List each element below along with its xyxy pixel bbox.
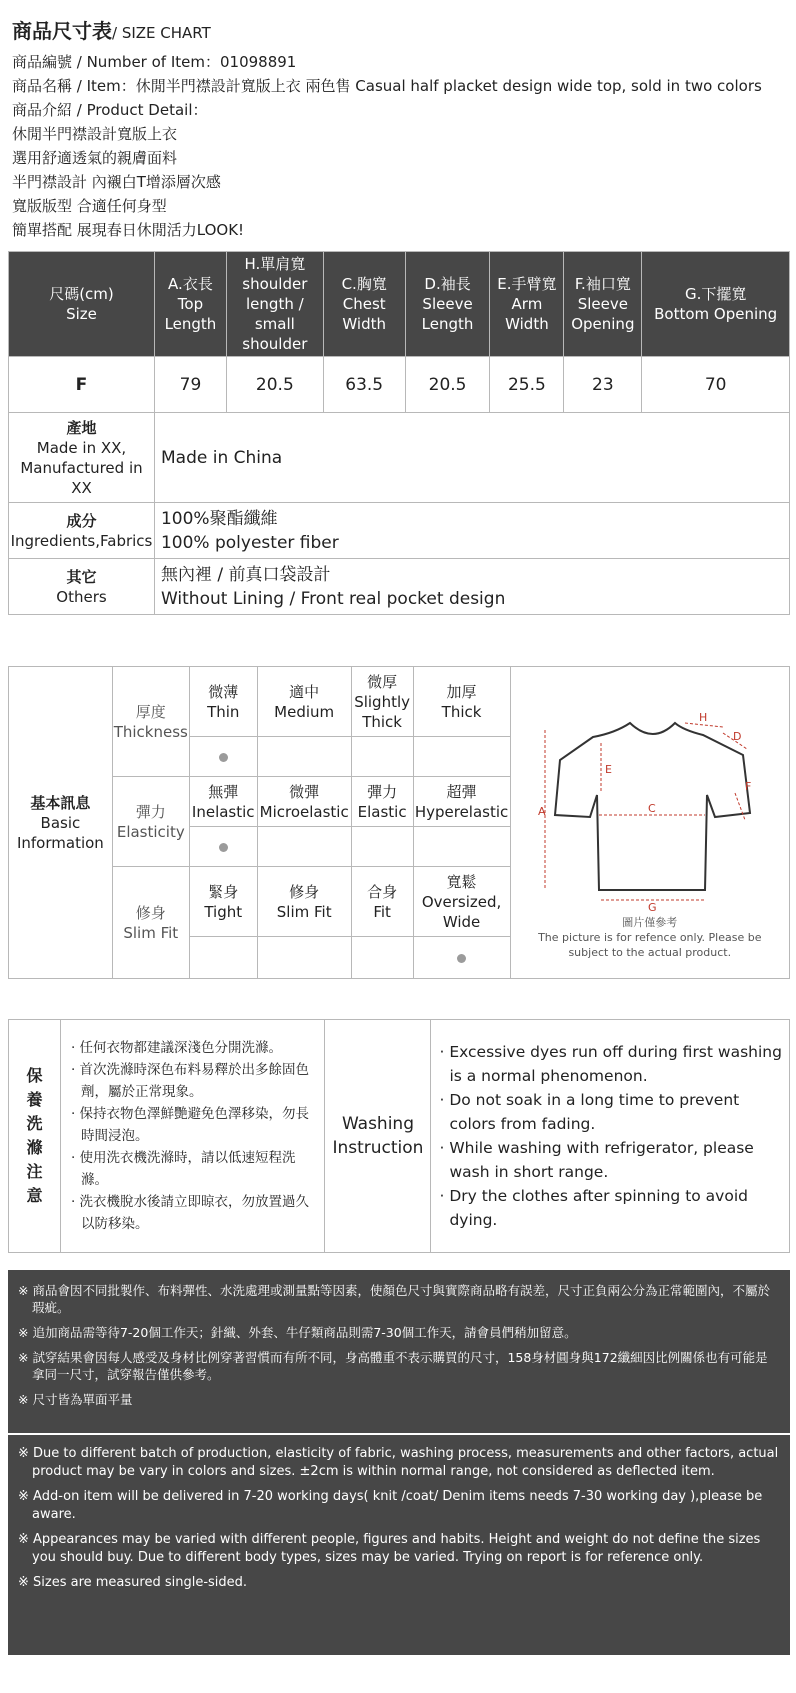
washing-item-en: · While washing with refrigerator, please wash in short range.	[439, 1139, 754, 1181]
washing-list-en	[431, 1020, 790, 1253]
size-row	[9, 357, 790, 413]
tshirt-diagram	[535, 685, 765, 915]
selected-dot	[457, 954, 466, 963]
product-info	[12, 50, 792, 242]
value-cell: 79	[154, 357, 226, 413]
value-cell: 20.5	[405, 357, 490, 413]
info-line: 選用舒適透氣的親膚面料	[12, 149, 178, 167]
elasticity-empty	[257, 827, 351, 867]
size-header-row	[9, 252, 790, 357]
elasticity-label: 彈力 Elasticity	[112, 777, 189, 867]
origin-label: 產地 Made in XX, Manufactured in XX	[9, 413, 155, 503]
elasticity-option: 微彈 Microelastic	[257, 777, 351, 827]
elasticity-empty	[413, 827, 510, 867]
washing-item-en: · Excessive dyes run off during first washing is a normal phenomenon.	[439, 1043, 782, 1085]
diagram-caption-zh: 圖片僅參考	[622, 916, 678, 929]
fit-option: 寬鬆 Oversized, Wide	[413, 867, 510, 937]
note-en: ※ Due to different batch of production, elasticity of fabric, washing process, measurements and other factors, actual product may be vary in colors and sizes. ±2cm is within normal range, not considered as deflected item.	[18, 1446, 779, 1479]
value-cell: 20.5	[226, 357, 323, 413]
header-sleeve-length: D.袖長 Sleeve Length	[405, 252, 490, 357]
elasticity-empty	[351, 827, 413, 867]
svg-text:A: A	[537, 805, 546, 818]
svg-text:F: F	[744, 780, 752, 793]
fit-option: 合身 Fit	[351, 867, 413, 937]
ingredients-row	[9, 503, 790, 559]
note-zh: ※ 商品會因不同批製作、布料彈性、水洗處理或測量點等因素，使顏色尺寸與實際商品略有誤差，尺寸正負兩公分為正常範圍內，不屬於瑕疵。	[18, 1283, 770, 1315]
header-top-length: A.衣長 Top Length	[154, 252, 226, 357]
elasticity-option: 無彈 Inelastic	[189, 777, 257, 827]
notes-zh	[8, 1270, 790, 1433]
fit-empty	[351, 937, 413, 979]
note-en: ※ Sizes are measured single-sided.	[18, 1575, 248, 1590]
header-size: 尺碼(cm) Size	[9, 252, 155, 357]
thickness-option: 加厚 Thick	[413, 667, 510, 737]
others-value: 無內裡 / 前真口袋設計 Without Lining / Front real pocket design	[154, 559, 789, 615]
info-line: 半門襟設計 內襯白T增添層次感	[12, 173, 221, 191]
header-bottom-opening: G.下擺寬 Bottom Opening	[642, 252, 790, 357]
washing-item-zh: · 洗衣機脫水後請立即晾衣，勿放置過久以防移染。	[70, 1194, 310, 1232]
origin-value: Made in China	[154, 413, 789, 503]
thickness-empty	[257, 737, 351, 777]
selected-dot	[219, 843, 228, 852]
size-diagram	[510, 667, 789, 979]
header-chest: C.胸寬 Chest Width	[323, 252, 405, 357]
info-line: 寬版版型 合適任何身型	[12, 197, 167, 215]
washing-item-zh: · 使用洗衣機洗滌時，請以低速短程洗滌。	[70, 1150, 296, 1188]
ingredients-label: 成分 Ingredients,Fabrics	[9, 503, 155, 559]
info-line: 商品名稱 / Item：休閒半門襟設計寬版上衣 兩色售 Casual half placket design wide top, sold in two colors	[12, 77, 762, 95]
value-cell: 25.5	[490, 357, 564, 413]
svg-text:H: H	[698, 711, 708, 724]
header-shoulder: H.單肩寬 shoulder length / small shoulder	[226, 252, 323, 357]
fit-label: 修身 Slim Fit	[112, 867, 189, 979]
washing-label-zh: 保養洗滌注意	[9, 1020, 61, 1253]
ingredients-value: 100%聚酯纖維 100% polyester fiber	[154, 503, 789, 559]
svg-text:G: G	[647, 901, 657, 914]
washing-item-zh: · 任何衣物都建議深淺色分開洗滌。	[70, 1040, 283, 1056]
value-cell: 23	[564, 357, 642, 413]
info-line: 休閒半門襟設計寬版上衣	[12, 125, 178, 143]
svg-text:D: D	[732, 730, 742, 743]
thickness-option: 適中 Medium	[257, 667, 351, 737]
washing-item-en: · Do not soak in a long time to prevent colors from fading.	[439, 1091, 740, 1133]
thickness-selected	[189, 737, 257, 777]
note-zh: ※ 試穿結果會因每人感受及身材比例穿著習慣而有所不同，身高體重不表示購買的尺寸，158身材圓身與172纖細因比例關係也有可能是拿同一尺寸，試穿報告僅供參考。	[18, 1350, 768, 1382]
thickness-option: 微厚 Slightly Thick	[351, 667, 413, 737]
diagram-caption-en: The picture is for refence only. Please be subject to the actual product.	[538, 931, 762, 959]
fit-option: 緊身 Tight	[189, 867, 257, 937]
elasticity-option: 彈力 Elastic	[351, 777, 413, 827]
header-sleeve-opening: F.袖口寬 Sleeve Opening	[564, 252, 642, 357]
title-zh: 商品尺寸表	[12, 19, 112, 43]
washing-item-en: · Dry the clothes after spinning to avoid dying.	[439, 1187, 748, 1229]
value-cell: 70	[642, 357, 790, 413]
value-cell: 63.5	[323, 357, 405, 413]
header-arm-width: E.手臂寬 Arm Width	[490, 252, 564, 357]
thickness-option: 微薄 Thin	[189, 667, 257, 737]
selected-dot	[219, 753, 228, 762]
basic-info-table	[8, 666, 790, 979]
others-row	[9, 559, 790, 615]
washing-list-zh	[60, 1020, 325, 1253]
size-cell: F	[9, 357, 155, 413]
fit-selected	[413, 937, 510, 979]
note-en: ※ Add-on item will be delivered in 7-20 working days( knit /coat/ Denim items needs 7-30 working day ),please be aware.	[18, 1489, 763, 1522]
thickness-empty	[413, 737, 510, 777]
fit-empty	[257, 937, 351, 979]
info-line: 商品編號 / Number of Item：01098891	[12, 53, 297, 71]
note-zh: ※ 尺寸皆為單面平量	[18, 1392, 133, 1407]
others-label: 其它 Others	[9, 559, 155, 615]
washing-item-zh: · 首次洗滌時深色布料易釋於出多餘固色劑，屬於正常現象。	[70, 1062, 310, 1100]
page-title	[12, 18, 211, 46]
washing-table	[8, 1019, 790, 1253]
washing-item-zh: · 保持衣物色澤鮮艷避免色澤移染，勿長時間浸泡。	[70, 1106, 310, 1144]
origin-row	[9, 413, 790, 503]
info-line: 簡單搭配 展現春日休閒活力LOOK!	[12, 221, 245, 239]
size-table	[8, 251, 790, 615]
label-c: C	[647, 802, 656, 815]
title-en: / SIZE CHART	[112, 24, 211, 42]
note-zh: ※ 追加商品需等待7-20個工作天；針織、外套、牛仔類商品則需7-30個工作天，請會員們稍加留意。	[18, 1325, 577, 1340]
thickness-label: 厚度 Thickness	[112, 667, 189, 777]
info-line: 商品介紹 / Product Detail：	[12, 101, 208, 119]
elasticity-selected	[189, 827, 257, 867]
elasticity-option: 超彈 Hyperelastic	[413, 777, 510, 827]
svg-text:E: E	[604, 763, 612, 776]
washing-label-en: Washing Instruction	[325, 1020, 431, 1253]
note-en: ※ Appearances may be varied with different people, figures and habits. Height and weight do not define the sizes you should buy. Due to different body types, sizes may be varied. Trying on report is for reference only.	[18, 1532, 761, 1565]
basic-info-label: 基本訊息 Basic Information	[9, 667, 113, 979]
thickness-empty	[351, 737, 413, 777]
fit-empty	[189, 937, 257, 979]
notes-en	[8, 1435, 790, 1655]
fit-option: 修身 Slim Fit	[257, 867, 351, 937]
